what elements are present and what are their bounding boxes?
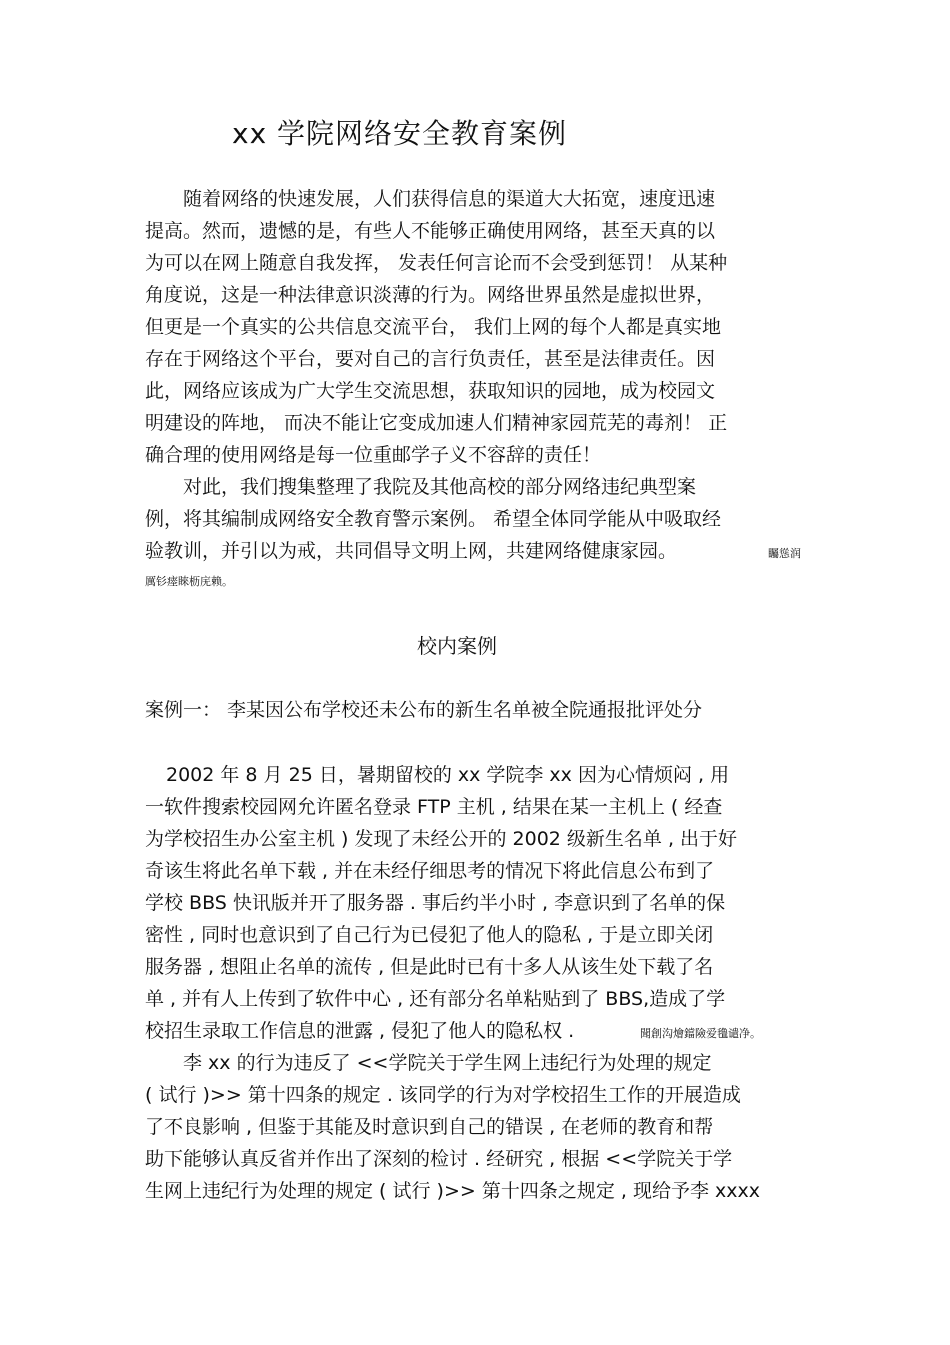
case-body2-line: 生网上违纪行为处理的规定 ( 试行 )>> 第十四条之规定 , 现给予李 xxxx — [145, 1180, 760, 1202]
case-body-line: 单 , 并有人上传到了软件中心 , 还有部分名单粘贴到了 BBS,造成了学 — [145, 988, 726, 1010]
garbled-text: 厲钐瘗睞枥庑赖。 — [145, 575, 233, 588]
intro-line: 提高。然而，遗憾的是，有些人不能够正确使用网络，甚至天真的以 — [145, 220, 716, 242]
intro-line: 角度说，这是一种法律意识淡薄的行为。网络世界虽然是虚拟世界， — [145, 284, 716, 306]
case-body-line: 2002 年 8 月 25 日，暑期留校的 xx 学院李 xx 因为心情烦闷 , 用 — [166, 764, 730, 786]
intro-line: 为可以在网上随意自我发挥， 发表任何言论而不会受到惩罚！ 从某种 — [145, 252, 728, 274]
intro2-line: 例，将其编制成网络安全教育警示案例。 希望全体同学能从中吸取经 — [145, 508, 722, 530]
case-body-line: 为学校招生办公室主机 ) 发现了未经公开的 2002 级新生名单 , 出于好 — [145, 828, 738, 850]
case-body-line: 学校 BBS 快讯版并开了服务器 . 事后约半小时 , 李意识到了名单的保 — [145, 892, 726, 914]
intro2-line: 验教训，并引以为戒，共同倡导文明上网，共建网络健康家园。 — [145, 540, 678, 562]
section-heading: 校内案例 — [417, 634, 497, 658]
intro2-line: 对此，我们搜集整理了我院及其他高校的部分网络违纪典型案 — [183, 476, 697, 498]
case-title: 案例一： 李某因公布学校还未公布的新生名单被全院通报批评处分 — [145, 699, 703, 721]
intro-line: 明建设的阵地， 而决不能让它变成加速人们精神家园荒芜的毒剂！ 正 — [145, 412, 728, 434]
document-title: xx 学院网络安全教育案例 — [232, 117, 568, 150]
case-body-line: 一软件搜索校园网允许匿名登录 FTP 主机 , 结果在某一主机上 ( 经查 — [145, 796, 723, 818]
intro-line: 但更是一个真实的公共信息交流平台， 我们上网的每个人都是真实地 — [145, 316, 722, 338]
case-body-line: 密性 , 同时也意识到了自己行为已侵犯了他人的隐私 , 于是立即关闭 — [145, 924, 714, 946]
case-body-line: 服务器 , 想阻止名单的流传 , 但是此时已有十多人从该生处下载了名 — [145, 956, 714, 978]
case-body-line: 校招生录取工作信息的泄露 , 侵犯了他人的隐私权 . — [145, 1020, 575, 1042]
case-body-line: 奇该生将此名单下载 , 并在未经仔细思考的情况下将此信息公布到了 — [145, 860, 715, 882]
intro-line: 此，网络应该成为广大学生交流思想，获取知识的园地，成为校园文 — [145, 380, 716, 402]
intro-line: 随着网络的快速发展，人们获得信息的渠道大大拓宽，速度迅速 — [183, 188, 716, 210]
intro-line: 确合理的使用网络是每一位重邮学子义不容辞的责任！ — [145, 444, 602, 466]
case-body2-line: ( 试行 )>> 第十四条的规定 . 该同学的行为对学校招生工作的开展造成 — [145, 1084, 741, 1106]
garbled-text: 矚慫润 — [768, 547, 801, 560]
garbled-text: 聞創沟燴鐺險爱氇谴净。 — [640, 1027, 761, 1040]
case-body2-line: 助下能够认真反省并作出了深刻的检讨 . 经研究 , 根据 <<学院关于学 — [145, 1148, 733, 1170]
intro-line: 存在于网络这个平台，要对自己的言行负责任，甚至是法律责任。因 — [145, 348, 716, 370]
case-body2-line: 李 xx 的行为违反了 <<学院关于学生网上违纪行为处理的规定 — [183, 1052, 712, 1074]
case-body2-line: 了不良影响 , 但鉴于其能及时意识到自己的错误 , 在老师的教育和帮 — [145, 1116, 714, 1138]
